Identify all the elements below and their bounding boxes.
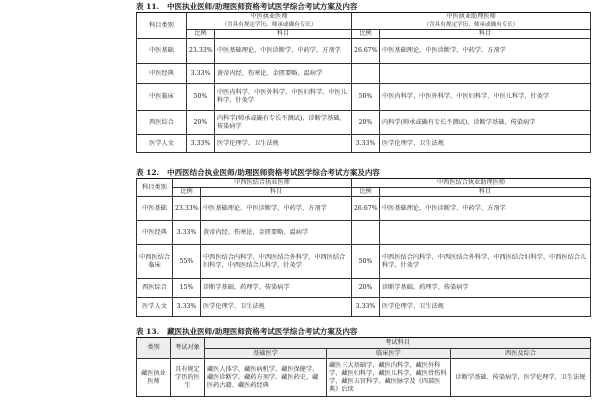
t13-row-clinical: 藏医三大基础学、藏医内科学、藏医外科学、藏医妇科学、藏医儿科学、藏医骨伤科学、藏医五官科学、藏医脉学及《四部医典》后续 bbox=[327, 359, 451, 397]
t13-head-basic: 基础医学 bbox=[205, 349, 327, 359]
t11-row3-category: 中医临床 bbox=[137, 84, 187, 111]
t11-head-assistant bbox=[352, 13, 591, 30]
t11-row3-subject-1: 中医内科学、中医外科学、中医妇科学、中医儿科学、针灸学 bbox=[215, 84, 352, 111]
t11-row4-ratio-1: 20% bbox=[187, 111, 215, 135]
t11-head-subject-1: 科目 bbox=[215, 30, 352, 39]
t12-row1-ratio-1: 23.33% bbox=[173, 197, 201, 221]
t13-head-category: 类别 bbox=[137, 338, 171, 359]
t12-row3-category: 中西医结合临床 bbox=[137, 245, 173, 279]
table-row bbox=[137, 84, 591, 111]
t12-row5-category: 医学人文 bbox=[137, 298, 173, 317]
table-13 bbox=[136, 337, 591, 397]
table-13-number: 表 13. bbox=[136, 327, 160, 336]
t11-row4-subject-2: 内科学(师承或确有专长不测试)、诊断学基础、传染病学 bbox=[380, 111, 591, 135]
t12-head-subject-1: 科目 bbox=[201, 188, 352, 197]
t12-row3-ratio-2: 50% bbox=[352, 245, 380, 279]
table-11-caption bbox=[136, 2, 357, 11]
t12-head-physician: 中西医结合执业医师 bbox=[173, 179, 352, 188]
t12-row2-category: 中医经典 bbox=[137, 221, 173, 245]
t11-head-physician bbox=[187, 13, 352, 30]
t12-row2-ratio-2 bbox=[352, 221, 380, 245]
t11-row2-ratio-2 bbox=[352, 64, 380, 84]
t12-row1-subject-2: 中医基础理论、中医诊断学、中药学、方剂学 bbox=[380, 197, 591, 221]
t11-head-physician-note: （含具有规定学历、师承或确有专长） bbox=[221, 22, 317, 28]
t11-row1-ratio-2: 26.67% bbox=[352, 39, 380, 64]
t12-row3-subject-1: 中西医结合内科学、中西医结合外科学、中西医结合妇科学、中西医结合儿科学、针灸学 bbox=[201, 245, 352, 279]
table-11-number: 表 11. bbox=[136, 2, 160, 11]
table-row bbox=[137, 279, 591, 298]
table-row bbox=[137, 135, 591, 153]
table-12-number: 表 12. bbox=[136, 168, 160, 177]
t11-row2-subject-1: 黄帝内经、伤寒论、金匮要略、温病学 bbox=[215, 64, 352, 84]
t11-row5-ratio-2: 3.33% bbox=[352, 135, 380, 153]
t11-row5-category: 医学人文 bbox=[137, 135, 187, 153]
table-12-caption bbox=[136, 168, 380, 177]
t12-row3-subject-2: 中西医结合内科学、中西医结合外科学、中西医结合妇科学、中西医结合儿科学、针灸学 bbox=[380, 245, 591, 279]
table-11 bbox=[136, 12, 591, 153]
t12-row1-category: 中医基础 bbox=[137, 197, 173, 221]
t13-head-object: 考试对象 bbox=[171, 338, 205, 359]
t11-head-ratio-2: 比例 bbox=[352, 30, 380, 39]
t11-head-ratio-1: 比例 bbox=[187, 30, 215, 39]
t11-head-assistant-note: （含具有规定学历、师承或确有专长） bbox=[423, 22, 519, 28]
t13-row-western: 诊断学基础、传染病学、医学伦理学、卫生法规 bbox=[451, 359, 591, 397]
t12-row4-subject-1: 诊断学基础、药理学、传染病学 bbox=[201, 279, 352, 298]
table-13-caption bbox=[136, 327, 357, 336]
table-row bbox=[137, 197, 591, 221]
t12-row5-ratio-1: 3.33% bbox=[173, 298, 201, 317]
table-12 bbox=[136, 178, 591, 317]
t12-head-ratio-2: 比例 bbox=[352, 188, 380, 197]
t13-row-object: 具有规定学历的医生 bbox=[171, 359, 205, 397]
t12-row4-ratio-1: 15% bbox=[173, 279, 201, 298]
t11-row3-subject-2: 中医内科学、中医外科学、中医妇科学、中医儿科学、针灸学 bbox=[380, 84, 591, 111]
table-row bbox=[137, 359, 591, 397]
t12-row3-ratio-1: 55% bbox=[173, 245, 201, 279]
table-11-title: 中医执业医师/助理医师资格考试医学综合考试方案及内容 bbox=[167, 2, 358, 11]
t11-head-physician-title: 中医执业医师 bbox=[250, 13, 288, 20]
t11-row5-subject-1: 医学伦理学、卫生法规 bbox=[215, 135, 352, 153]
t11-row1-subject-1: 中医基础理论、中医诊断学、中药学、方剂学 bbox=[215, 39, 352, 64]
t12-row2-subject-1: 黄帝内经、伤寒论、金匮要略、温病学 bbox=[201, 221, 352, 245]
t11-row1-category: 中医基础 bbox=[137, 39, 187, 64]
t12-row5-subject-1: 医学伦理学、卫生法规 bbox=[201, 298, 352, 317]
table-13-title: 藏医执业医师/助理医师资格考试医学综合考试方案及内容 bbox=[167, 327, 358, 336]
t12-row1-subject-1: 中医基础理论、中医诊断学、中药学、方剂学 bbox=[201, 197, 352, 221]
t13-head-subjects: 考试科目 bbox=[205, 338, 591, 349]
table-row bbox=[137, 111, 591, 135]
t11-row4-subject-1: 内科学(师承或确有专长不测试)、诊断学基础、传染病学 bbox=[215, 111, 352, 135]
t12-head-ratio-1: 比例 bbox=[173, 188, 201, 197]
t12-row2-subject-2 bbox=[380, 221, 591, 245]
t11-row3-ratio-2: 50% bbox=[352, 84, 380, 111]
t11-row5-subject-2: 医学伦理学、卫生法规 bbox=[380, 135, 591, 153]
t12-row4-category: 西医综合 bbox=[137, 279, 173, 298]
t11-row2-category: 中医经典 bbox=[137, 64, 187, 84]
t12-row5-ratio-2: 3.33% bbox=[352, 298, 380, 317]
t11-row5-ratio-1: 3.33% bbox=[187, 135, 215, 153]
table-row bbox=[137, 221, 591, 245]
table-row bbox=[137, 298, 591, 317]
t13-head-western: 西医及综合 bbox=[451, 349, 591, 359]
t12-row1-ratio-2: 26.67% bbox=[352, 197, 380, 221]
t11-row4-category: 西医综合 bbox=[137, 111, 187, 135]
t12-row5-subject-2: 医学伦理学、卫生法规 bbox=[380, 298, 591, 317]
table-12-title: 中西医结合执业医师/助理医师资格考试医学综合考试方案及内容 bbox=[167, 168, 380, 177]
t11-head-subject-2: 科目 bbox=[380, 30, 591, 39]
table-row bbox=[137, 245, 591, 279]
t11-row1-ratio-1: 23.33% bbox=[187, 39, 215, 64]
t11-row4-ratio-2: 20% bbox=[352, 111, 380, 135]
t11-head-assistant-title: 中医执业助理医师 bbox=[446, 13, 496, 20]
t11-row3-ratio-1: 50% bbox=[187, 84, 215, 111]
t13-row-basic: 藏医人体学、藏医病机学、藏医保健学、藏医诊断学、藏药方剂学、藏医药史、藏医药古籍、藏医药经典 bbox=[205, 359, 327, 397]
t12-head-category: 科目类别 bbox=[137, 179, 173, 197]
t11-row1-subject-2: 中医基础理论、中医诊断学、中药学、方剂学 bbox=[380, 39, 591, 64]
t13-row-category: 藏医执业医师 bbox=[137, 359, 171, 397]
t12-row2-ratio-1: 3.33% bbox=[173, 221, 201, 245]
t11-head-category: 科目类别 bbox=[137, 13, 187, 39]
t12-head-subject-2: 科目 bbox=[380, 188, 591, 197]
t13-head-clinical: 临床医学 bbox=[327, 349, 451, 359]
t12-row4-subject-2: 诊断学基础、药理学、传染病学 bbox=[380, 279, 591, 298]
t12-head-assistant: 中西医结合执业助理医师 bbox=[352, 179, 591, 188]
t11-row2-subject-2 bbox=[380, 64, 591, 84]
table-row bbox=[137, 39, 591, 64]
t12-row4-ratio-2: 20% bbox=[352, 279, 380, 298]
t11-row2-ratio-1: 3.33% bbox=[187, 64, 215, 84]
table-row bbox=[137, 64, 591, 84]
